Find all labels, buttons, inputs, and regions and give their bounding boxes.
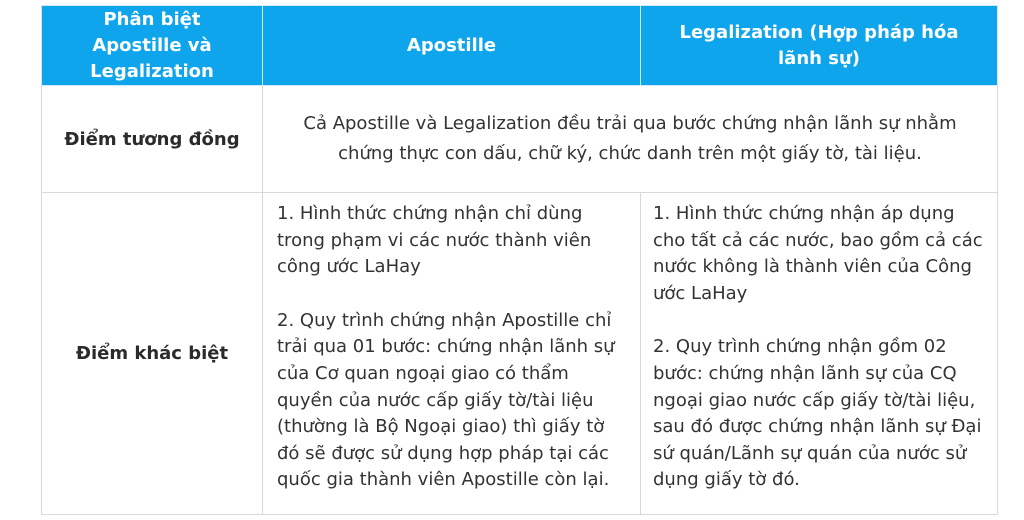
legalization-point-2: 2. Quy trình chứng nhận gồm 02 bước: chứng nhận lãnh sự của CQ ngoại giao nước cấp giấy tờ/tài liệu, sau đó được chứng nhận lãnh sự Đại sứ quán/Lãnh sự quán của nước sử dụng giấy tờ đó. — [653, 336, 982, 491]
difference-label: Điểm khác biệt — [42, 193, 263, 515]
difference-row — [42, 193, 998, 515]
header-row — [42, 6, 998, 86]
comparison-table — [41, 5, 998, 515]
apostille-difference-cell — [263, 193, 641, 515]
legalization-difference-cell — [641, 193, 998, 515]
header-comparison: Phân biệt Apostille và Legalization — [42, 6, 263, 86]
header-apostille: Apostille — [263, 6, 641, 86]
similarity-label: Điểm tương đồng — [42, 86, 263, 193]
similarity-row — [42, 86, 998, 193]
similarity-text: Cả Apostille và Legalization đều trải qua bước chứng nhận lãnh sự nhằm chứng thực con dấu, chữ ký, chức danh trên một giấy tờ, tài liệu. — [263, 86, 998, 193]
apostille-point-1: 1. Hình thức chứng nhận chỉ dùng trong phạm vi các nước thành viên công ước LaHay — [277, 203, 592, 278]
header-legalization: Legalization (Hợp pháp hóa lãnh sự) — [641, 6, 998, 86]
apostille-point-2: 2. Quy trình chứng nhận Apostille chỉ trải qua 01 bước: chứng nhận lãnh sự của Cơ quan ngoại giao có thẩm quyền của nước cấp giấy tờ/tài liệu (thường là Bộ Ngoại giao) thì giấy tờ đó sẽ được sử dụng hợp pháp tại các quốc gia thành viên Apostille còn lại. — [277, 309, 615, 491]
legalization-point-1: 1. Hình thức chứng nhận áp dụng cho tất cả các nước, bao gồm cả các nước không là thành viên của Công ước LaHay — [653, 203, 983, 304]
